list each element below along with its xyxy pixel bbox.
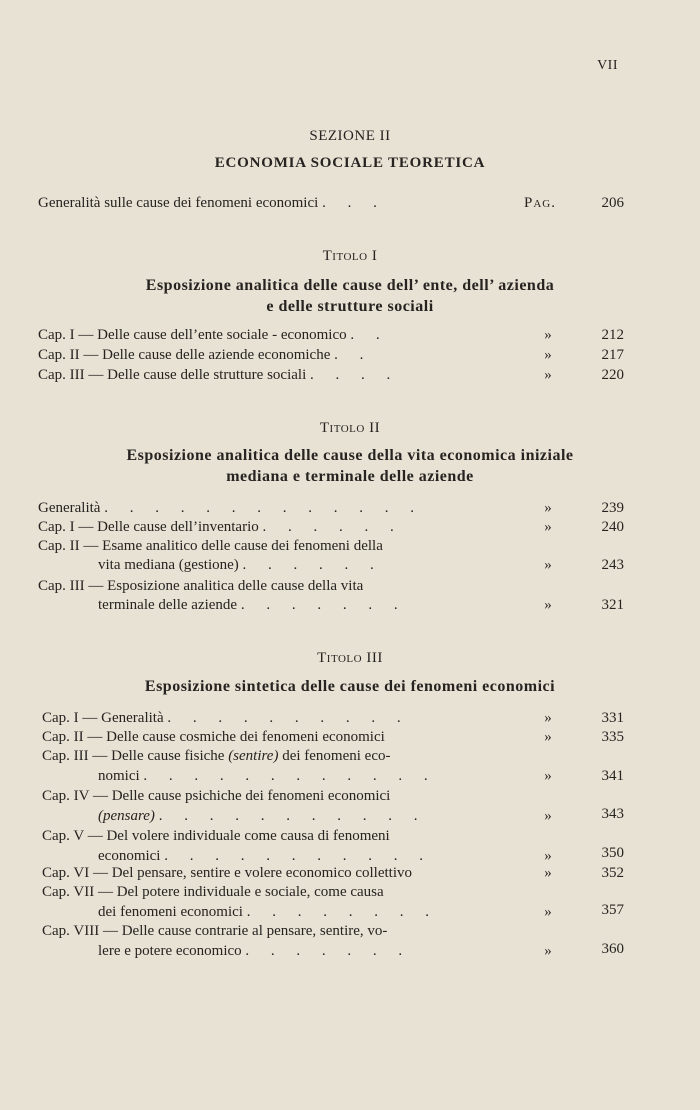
toc-entry-ref: » [544, 500, 552, 516]
toc-entry-ref: » [544, 519, 552, 535]
toc-entry-page: 212 [601, 327, 624, 343]
toc-entry-page: 217 [601, 347, 624, 363]
toc-entry-ref: » [544, 808, 552, 824]
toc-entry [0, 746, 700, 786]
toc-entry-page: 321 [601, 597, 624, 613]
toc-entry-text: Cap. VIII — Delle cause contrarie al pensare, sentire, vo- [42, 923, 388, 939]
toc-entry-ref: » [544, 710, 552, 726]
toc-entry-ref: » [544, 943, 552, 959]
page-number: VII [597, 58, 618, 73]
toc-entry-page: 352 [601, 865, 624, 881]
toc-entry-text: Cap. I — Delle cause dell’ente sociale - economico . . [38, 327, 389, 343]
toc-entry-text: Cap. I — Delle cause dell’inventario . . . . . . [38, 519, 403, 535]
toc-entry-text: Cap. VI — Del pensare, sentire e volere economico collettivo [42, 865, 413, 881]
toc-entry-text: Cap. III — Delle cause delle strutture sociali . . . . [38, 367, 400, 383]
toc-entry-text: Cap. II — Delle cause delle aziende economiche . . [38, 347, 373, 363]
titolo-heading [0, 676, 700, 697]
heading-line: e delle strutture sociali [266, 298, 434, 315]
toc-entry-ref: » [544, 729, 552, 745]
toc-entry-ref: » [544, 347, 552, 363]
toc-entry-page: 239 [601, 500, 624, 516]
toc-entry-ref: » [544, 848, 552, 864]
titolo-label: Titolo I [322, 248, 378, 264]
toc-entry-ref: » [544, 597, 552, 613]
toc-entry-text: Cap. VII — Del potere individuale e sociale, come causa [42, 884, 384, 900]
toc-entry-text-continued: lere e potere economico . . . . . . . [98, 943, 412, 959]
toc-entry-page: 360 [601, 941, 624, 957]
toc-entry-text: Cap. IV — Delle cause psichiche dei fenomeni economici [42, 788, 391, 804]
toc-entry-ref: » [544, 367, 552, 383]
toc-entry-text-continued: vita mediana (gestione) . . . . . . [98, 557, 383, 573]
toc-entry [0, 826, 700, 866]
toc-entry-text-continued: terminale delle aziende . . . . . . . [98, 597, 407, 613]
toc-entry-text: Cap. II — Delle cause cosmiche dei fenomeni economici [42, 729, 385, 745]
toc-entry [0, 921, 700, 961]
toc-entry-page: 350 [601, 845, 624, 861]
toc-entry-page: 335 [601, 729, 624, 745]
toc-entry [0, 576, 700, 616]
heading-line: Esposizione analitica delle cause della vita economica iniziale [126, 447, 574, 464]
toc-entry-page: 206 [601, 195, 624, 211]
toc-entry-text: Generalità sulle cause dei fenomeni economici . . . [38, 195, 386, 211]
toc-entry-ref: » [544, 327, 552, 343]
toc-entry-ref: » [544, 904, 552, 920]
toc-entry [0, 786, 700, 826]
toc-entry-page: 331 [601, 710, 624, 726]
emphasis: (sentire) [228, 748, 279, 764]
toc-entry-text: Cap. I — Generalità . . . . . . . . . . [42, 710, 410, 726]
titolo-heading [0, 275, 700, 317]
toc-entry-ref: Pag. [524, 195, 556, 211]
toc-entry-page: 357 [601, 902, 624, 918]
toc-entry-text: Cap. III — Delle cause fisiche (sentire) dei fenomeni eco- [42, 748, 391, 764]
heading-line: Esposizione analitica delle cause dell’ ente, dell’ azienda [145, 277, 555, 294]
heading-line: mediana e terminale delle aziende [226, 468, 474, 485]
section-label: SEZIONE II [309, 128, 391, 144]
toc-entry-text-continued: (pensare) . . . . . . . . . . . [98, 808, 427, 824]
toc-entry-text: Cap. III — Esposizione analitica delle cause della vita [38, 578, 364, 594]
toc-entry-text: Cap. II — Esame analitico delle cause dei fenomeni della [38, 538, 383, 554]
toc-entry [0, 536, 700, 576]
toc-entry-text-continued: economici . . . . . . . . . . . [98, 848, 432, 864]
toc-entry-page: 240 [601, 519, 624, 535]
titolo-heading [0, 445, 700, 487]
toc-entry-text-continued: dei fenomeni economici . . . . . . . . [98, 904, 438, 920]
toc-entry-ref: » [544, 768, 552, 784]
heading-line: Esposizione sintetica delle cause dei fenomeni economici [144, 678, 556, 695]
toc-entry-page: 243 [601, 557, 624, 573]
toc-entry-text: Cap. V — Del volere individuale come causa di fenomeni [42, 828, 390, 844]
toc-entry-page: 341 [601, 768, 624, 784]
titolo-label: Titolo III [317, 650, 383, 666]
toc-entry-text: Generalità . . . . . . . . . . . . . [38, 500, 423, 516]
toc-entry-text-continued: nomici . . . . . . . . . . . . [98, 768, 437, 784]
toc-entry-page: 343 [601, 806, 624, 822]
toc-entry-ref: » [544, 865, 552, 881]
titolo-label: Titolo II [319, 420, 381, 436]
toc-entry-page: 220 [601, 367, 624, 383]
toc-entry [0, 882, 700, 922]
toc-entry-ref: » [544, 557, 552, 573]
section-title: ECONOMIA SOCIALE TEORETICA [214, 155, 486, 171]
